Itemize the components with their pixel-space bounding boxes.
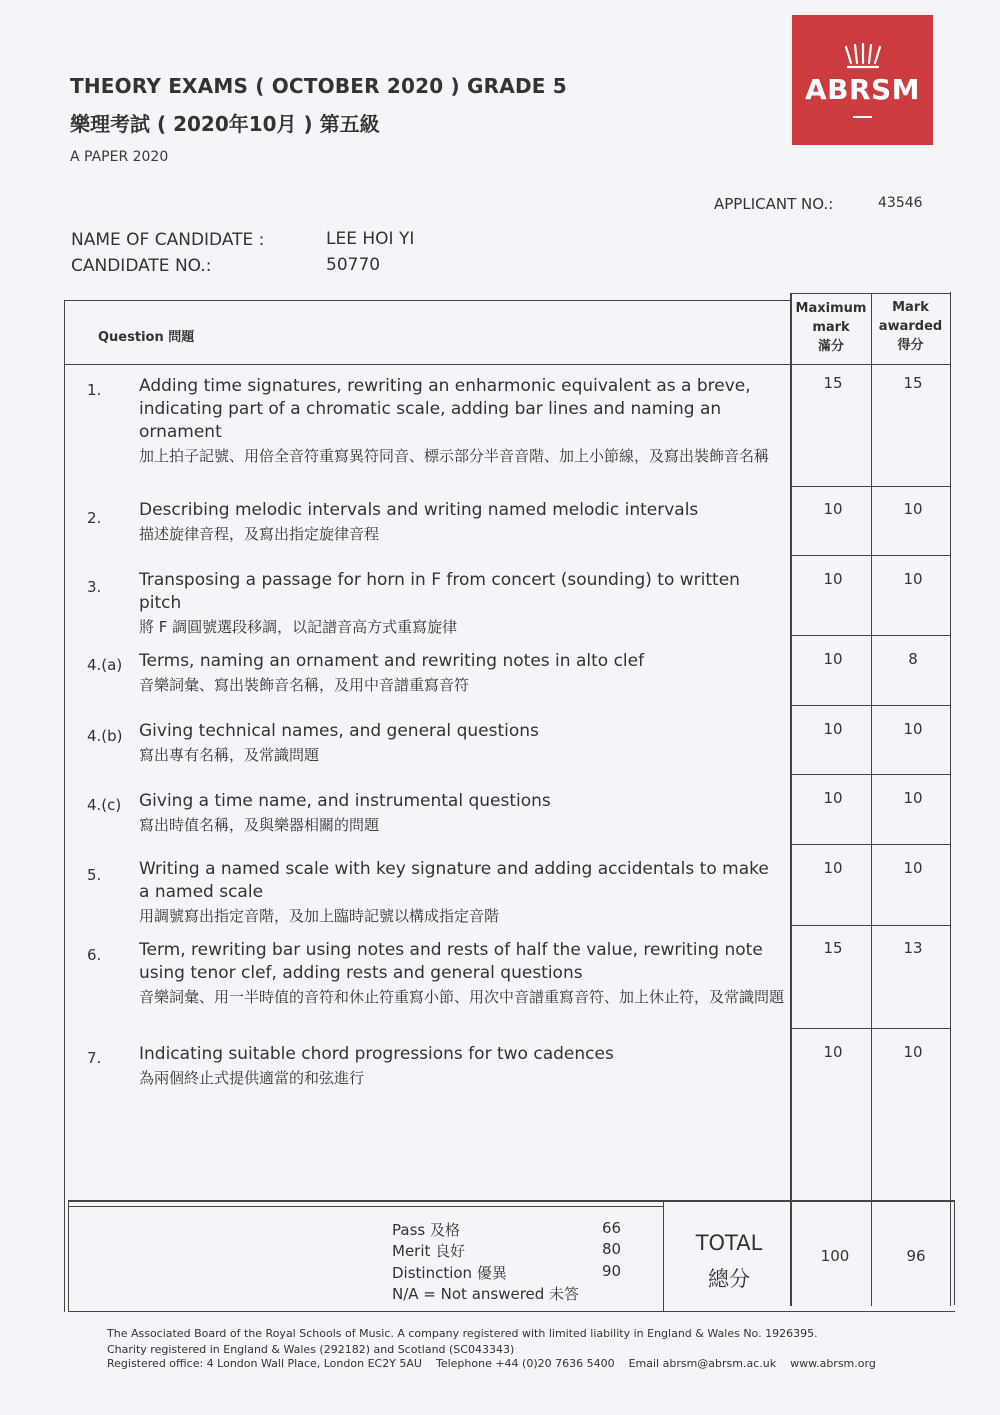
mark-awarded: 10 [903, 859, 923, 877]
footer-line-1: The Associated Board of the Royal Schools of Music. A company registered with limited liability in England & Wales No. 1926395. [107, 1327, 818, 1340]
merit-value: 80 [602, 1240, 622, 1258]
not-answered-note: N/A = Not answered 未答 [392, 1285, 580, 1303]
question-description: Giving a time name, and instrumental questions 寫出時值名稱，及與樂器相關的問題 [139, 791, 551, 834]
max-mark: 10 [823, 720, 843, 738]
mark-awarded: 10 [903, 789, 923, 807]
question-number: 4.(a) [87, 656, 123, 674]
mark-awarded: 10 [903, 570, 923, 588]
question-description: Terms, naming an ornament and rewriting notes in alto clef 音樂詞彙、寫出裝飾音名稱，及用中音譜重寫音符 [139, 651, 645, 694]
distinction-value: 90 [602, 1262, 622, 1280]
question-number: 7. [87, 1049, 102, 1067]
question-description: Giving technical names, and general questions 寫出專有名稱，及常識問題 [139, 721, 539, 764]
total-max-mark: 100 [820, 1247, 850, 1265]
mark-awarded: 8 [908, 650, 918, 668]
pass-value: 66 [602, 1219, 622, 1237]
logo-underline [853, 116, 872, 118]
max-mark: 15 [823, 939, 843, 957]
mark-awarded: 10 [903, 1043, 923, 1061]
total-label-en: TOTAL [695, 1231, 763, 1255]
candidate-no-label: CANDIDATE NO.: [71, 256, 212, 276]
max-mark: 10 [823, 650, 843, 668]
question-description: Indicating suitable chord progressions for two cadences 為兩個終止式提供適當的和弦進行 [139, 1044, 614, 1087]
footer-line-3: Registered office: 4 London Wall Place, London EC2Y 5AU Telephone +44 (0)20 7636 5400 Email abrsm@abrsm.ac.uk www.abrsm.org [107, 1357, 876, 1370]
exam-title-zh: 樂理考試 ( 2020年10月 ) 第五級 [70, 112, 380, 136]
candidate-name-label: NAME OF CANDIDATE : [71, 230, 265, 250]
abrsm-logo [792, 15, 933, 145]
applicant-no-value: 43546 [878, 195, 923, 211]
max-mark: 10 [823, 859, 843, 877]
question-description: Transposing a passage for horn in F from concert (sounding) to written pitch 將 F 調圓號選段移調，以記譜音高方式重寫旋律 [139, 570, 740, 636]
footer-line-2: Charity registered in England & Wales (292182) and Scotland (SC043343) [107, 1343, 515, 1356]
logo-wordmark: ABRSM [804, 73, 921, 106]
distinction-label: Distinction 優異 [392, 1264, 507, 1282]
question-description: Writing a named scale with key signature and adding accidentals to make a named scale 用調號寫出指定音階，及加上臨時記號以構成指定音階 [139, 859, 769, 925]
question-number: 5. [87, 866, 102, 884]
question-number: 4.(b) [87, 727, 123, 745]
question-header: Question 問題 [98, 330, 195, 345]
max-mark: 15 [823, 374, 843, 392]
crown-icon [842, 43, 884, 73]
mark-awarded: 15 [903, 374, 923, 392]
max-mark-header: Maximum mark 滿分 [795, 301, 867, 354]
max-mark: 10 [823, 570, 843, 588]
exam-title-en: THEORY EXAMS ( OCTOBER 2020 ) GRADE 5 [70, 74, 567, 98]
applicant-no-label: APPLICANT NO.: [714, 195, 834, 213]
question-description: Describing melodic intervals and writing named melodic intervals 描述旋律音程，及寫出指定旋律音程 [139, 500, 699, 543]
question-number: 4.(c) [87, 796, 122, 814]
question-number: 6. [87, 946, 102, 964]
candidate-name-value: LEE HOI YI [326, 229, 415, 249]
mark-awarded: 13 [903, 939, 923, 957]
max-mark: 10 [823, 1043, 843, 1061]
question-number: 3. [87, 578, 102, 596]
question-number: 1. [87, 381, 102, 399]
question-description: Term, rewriting bar using notes and rests of half the value, rewriting note using tenor clef, adding rests and general questions 音樂詞彙、用一半時值的音符和休止符重寫小節、用次中音譜重寫音符、加上休止符，及常識問題 [139, 940, 785, 1006]
total-mark-awarded: 96 [906, 1247, 926, 1265]
mark-awarded: 10 [903, 500, 923, 518]
mark-awarded: 10 [903, 720, 923, 738]
total-label-zh: 總分 [708, 1267, 750, 1291]
merit-label: Merit 良好 [392, 1242, 466, 1260]
question-description: Adding time signatures, rewriting an enharmonic equivalent as a breve, indicating part of a chromatic scale, adding bar lines and naming an ornament 加上拍子記號、用倍全音符重寫異符同音、標示部分半音音階、加上小節線，及寫出裝飾音名稱 [139, 376, 770, 465]
paper-label: A PAPER 2020 [70, 149, 169, 165]
pass-label: Pass 及格 [392, 1221, 460, 1239]
mark-awarded-header: Mark awarded 得分 [878, 300, 943, 353]
max-mark: 10 [823, 500, 843, 518]
candidate-no-value: 50770 [326, 255, 381, 275]
question-number: 2. [87, 509, 102, 527]
max-mark: 10 [823, 789, 843, 807]
